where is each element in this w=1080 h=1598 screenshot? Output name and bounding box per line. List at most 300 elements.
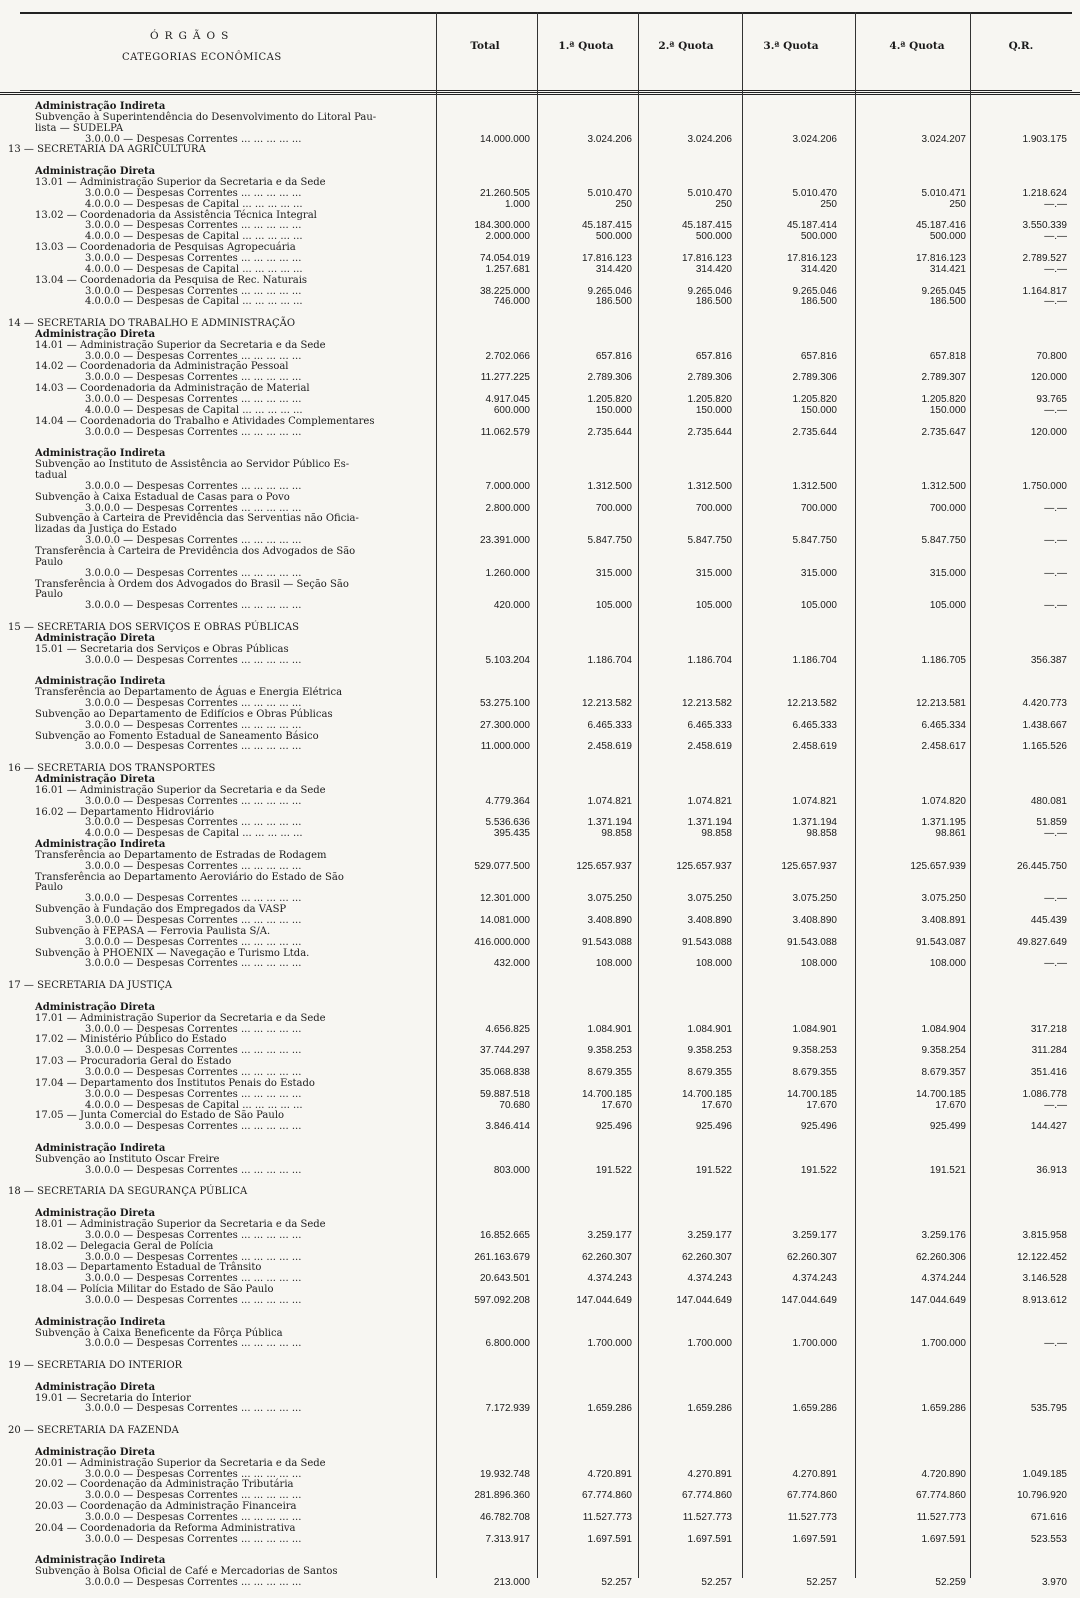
cell-total: 23.391.000 xyxy=(479,535,530,547)
cell-quota-4: 191.521 xyxy=(929,1164,966,1176)
cell-qr: —.— xyxy=(1044,1338,1067,1350)
cell-quota-1: 2.735.644 xyxy=(587,426,632,438)
cell-quota-2: 1.186.704 xyxy=(687,654,732,666)
cell-qr: 3.146.528 xyxy=(1022,1273,1067,1285)
cell-quota-3: 67.774.860 xyxy=(786,1490,837,1502)
column-divider xyxy=(638,12,639,1578)
cell-qr: 1.438.667 xyxy=(1022,719,1067,731)
cell-qr: 12.122.452 xyxy=(1016,1251,1067,1263)
row-label: 20.02 — Coordenação da Administração Tributária xyxy=(35,1479,294,1491)
row-category: 3.0.0.0 — Despesas Correntes ... ... ... ... ... xyxy=(85,1273,302,1285)
cell-qr: 10.796.920 xyxy=(1016,1490,1067,1502)
cell-quota-2: 17.816.123 xyxy=(681,252,732,264)
cell-total: 38.225.000 xyxy=(479,285,530,297)
header-qr: Q.R. xyxy=(1008,40,1034,52)
cell-quota-4: 2.458.617 xyxy=(921,741,966,753)
cell-quota-1: 250 xyxy=(615,198,632,210)
cell-quota-3: 3.024.206 xyxy=(792,133,837,145)
cell-quota-2: 657.816 xyxy=(695,350,732,362)
cell-quota-2: 1.700.000 xyxy=(687,1338,732,1350)
cell-total: 420.000 xyxy=(493,600,530,612)
row-label: Paulo xyxy=(35,882,63,894)
cell-qr: —.— xyxy=(1044,404,1067,416)
row-category: 3.0.0.0 — Despesas Correntes ... ... ... ... ... xyxy=(85,817,302,829)
cell-qr: 36.913 xyxy=(1036,1164,1067,1176)
row-label: Administração Direta xyxy=(35,1446,156,1458)
row-label: tadual xyxy=(35,470,67,482)
cell-quota-2: 1.084.901 xyxy=(687,1023,732,1035)
row-label: Subvenção à Fundação dos Empregados da VASP xyxy=(35,904,287,916)
cell-quota-2: 1.312.500 xyxy=(687,480,732,492)
cell-total: 1.260.000 xyxy=(485,567,530,579)
cell-quota-3: 105.000 xyxy=(800,600,837,612)
cell-quota-4: 45.187.416 xyxy=(915,220,966,232)
row-category: 4.0.0.0 — Despesas de Capital ... ... ... ... ... xyxy=(85,263,303,275)
cell-quota-1: 1.074.821 xyxy=(587,795,632,807)
row-label: lizadas da Justiça do Estado xyxy=(35,524,177,536)
cell-quota-4: 98.861 xyxy=(935,828,966,840)
row-label: Subvenção à Caixa Estadual de Casas para o Povo xyxy=(35,491,290,503)
cell-quota-2: 2.789.306 xyxy=(687,372,732,384)
cell-quota-3: 6.465.333 xyxy=(792,719,837,731)
row-label: Administração Indireta xyxy=(35,839,166,851)
cell-quota-4: 1.074.820 xyxy=(921,795,966,807)
cell-quota-3: 191.522 xyxy=(800,1164,837,1176)
column-divider xyxy=(436,12,437,1578)
row-label: Subvenção ao Departamento de Edifícios e Obras Públicas xyxy=(35,708,333,720)
cell-qr: —.— xyxy=(1044,198,1067,210)
cell-total: 53.275.100 xyxy=(479,697,530,709)
cell-quota-3: 1.205.820 xyxy=(792,394,837,406)
row-label: Subvenção ao Instituto de Assistência ao Servidor Público Es- xyxy=(35,459,350,471)
row-label: 14.01 — Administração Superior da Secretaria e da Sede xyxy=(35,339,326,351)
row-label: 18.02 — Delegacia Geral de Polícia xyxy=(35,1240,214,1252)
row-category: 3.0.0.0 — Despesas Correntes ... ... ... ... ... xyxy=(85,1577,302,1589)
row-section-title: 13 — SECRETARIA DA AGRICULTURA xyxy=(8,144,206,156)
row-category: 3.0.0.0 — Despesas Correntes ... ... ... ... ... xyxy=(85,567,302,579)
row-label: Transferência à Ordem dos Advogados do Brasil — Seção São xyxy=(35,578,349,590)
row-label: 18.04 — Polícia Militar do Estado de São Paulo xyxy=(35,1284,274,1296)
cell-quota-4: 1.205.820 xyxy=(921,394,966,406)
cell-quota-2: 6.465.333 xyxy=(687,719,732,731)
cell-quota-1: 2.458.619 xyxy=(587,741,632,753)
cell-quota-1: 1.186.704 xyxy=(587,654,632,666)
cell-qr: 1.218.624 xyxy=(1022,187,1067,199)
row-label: Subvenção à Carteira de Previdência das Serventias não Oficia- xyxy=(35,513,359,525)
cell-quota-3: 2.789.306 xyxy=(792,372,837,384)
cell-quota-3: 9.265.046 xyxy=(792,285,837,297)
cell-total: 4.779.364 xyxy=(485,795,530,807)
cell-total: 14.000.000 xyxy=(479,133,530,145)
cell-quota-2: 315.000 xyxy=(695,567,732,579)
cell-quota-2: 3.408.890 xyxy=(687,915,732,927)
cell-quota-4: 657.818 xyxy=(929,350,966,362)
cell-quota-1: 500.000 xyxy=(595,231,632,243)
row-category: 3.0.0.0 — Despesas Correntes ... ... ... ... ... xyxy=(85,741,302,753)
cell-quota-3: 500.000 xyxy=(800,231,837,243)
cell-quota-4: 17.816.123 xyxy=(915,252,966,264)
cell-quota-1: 150.000 xyxy=(595,404,632,416)
cell-quota-3: 8.679.355 xyxy=(792,1067,837,1078)
header-total: Total xyxy=(470,40,500,52)
cell-quota-3: 1.084.901 xyxy=(792,1023,837,1035)
cell-total: 416.000.000 xyxy=(474,936,530,948)
cell-quota-2: 9.265.046 xyxy=(687,285,732,297)
cell-total: 2.702.066 xyxy=(485,350,530,362)
cell-quota-4: 9.358.254 xyxy=(921,1045,966,1057)
cell-quota-2: 700.000 xyxy=(695,502,732,514)
row-category: 3.0.0.0 — Despesas Correntes ... ... ... ... ... xyxy=(85,1533,302,1545)
row-category: 3.0.0.0 — Despesas Correntes ... ... ... ... ... xyxy=(85,133,302,145)
row-label: Administração Indireta xyxy=(35,1316,166,1328)
cell-quota-3: 147.044.649 xyxy=(781,1294,837,1306)
cell-quota-4: 11.527.773 xyxy=(916,1512,966,1524)
row-category: 3.0.0.0 — Despesas Correntes ... ... ... ... ... xyxy=(85,502,302,514)
cell-quota-1: 1.205.820 xyxy=(587,394,632,406)
cell-quota-2: 98.858 xyxy=(701,828,732,840)
cell-quota-1: 125.657.937 xyxy=(576,860,632,872)
row-category: 4.0.0.0 — Despesas de Capital ... ... ... ... ... xyxy=(85,1099,303,1111)
cell-qr: 317.218 xyxy=(1030,1023,1067,1035)
cell-quota-3: 4.374.243 xyxy=(792,1273,837,1285)
cell-quota-4: 925.499 xyxy=(929,1121,966,1133)
cell-quota-4: 67.774.860 xyxy=(915,1490,966,1502)
cell-quota-2: 186.500 xyxy=(695,296,732,308)
cell-quota-2: 14.700.185 xyxy=(681,1088,732,1100)
cell-quota-4: 52.259 xyxy=(935,1577,966,1589)
cell-quota-3: 62.260.307 xyxy=(786,1251,837,1263)
cell-total: 7.000.000 xyxy=(485,480,530,492)
cell-quota-1: 11.527.773 xyxy=(582,1512,632,1524)
cell-quota-4: 315.000 xyxy=(929,567,966,579)
cell-quota-4: 3.075.250 xyxy=(921,893,966,905)
row-label: 17.04 — Departamento dos Institutos Penais do Estado xyxy=(35,1077,315,1089)
cell-quota-3: 315.000 xyxy=(800,567,837,579)
row-category: 3.0.0.0 — Despesas Correntes ... ... ... ... ... xyxy=(85,1023,302,1035)
cell-quota-4: 8.679.357 xyxy=(921,1067,966,1078)
row-category: 3.0.0.0 — Despesas Correntes ... ... ... ... ... xyxy=(85,654,302,666)
row-category: 4.0.0.0 — Despesas de Capital ... ... ... ... ... xyxy=(85,404,303,416)
cell-total: 213.000 xyxy=(493,1577,530,1589)
cell-quota-4: 91.543.087 xyxy=(915,936,966,948)
row-label: lista — SUDELPA xyxy=(35,122,124,134)
row-category: 3.0.0.0 — Despesas Correntes ... ... ... ... ... xyxy=(85,285,302,297)
cell-quota-4: 147.044.649 xyxy=(910,1294,966,1306)
cell-quota-4: 1.700.000 xyxy=(921,1338,966,1350)
row-category: 3.0.0.0 — Despesas Correntes ... ... ... ... ... xyxy=(85,220,302,232)
cell-qr: 120.000 xyxy=(1030,372,1067,384)
cell-total: 11.000.000 xyxy=(480,741,530,753)
cell-quota-1: 67.774.860 xyxy=(581,1490,632,1502)
row-label: Paulo xyxy=(35,589,63,601)
cell-quota-2: 925.496 xyxy=(695,1121,732,1133)
row-label: Administração Indireta xyxy=(35,1555,166,1567)
cell-quota-2: 1.074.821 xyxy=(687,795,732,807)
cell-quota-2: 91.543.088 xyxy=(681,936,732,948)
cell-quota-4: 14.700.185 xyxy=(915,1088,966,1100)
cell-quota-1: 1.312.500 xyxy=(587,480,632,492)
cell-quota-2: 45.187.415 xyxy=(681,220,732,232)
row-category: 3.0.0.0 — Despesas Correntes ... ... ... ... ... xyxy=(85,1121,302,1133)
cell-quota-1: 657.816 xyxy=(595,350,632,362)
row-label: 17.03 — Procuradoria Geral do Estado xyxy=(35,1056,232,1068)
cell-total: 37.744.297 xyxy=(479,1045,530,1057)
cell-quota-3: 91.543.088 xyxy=(786,936,837,948)
cell-quota-4: 4.374.244 xyxy=(921,1273,966,1285)
row-category: 3.0.0.0 — Despesas Correntes ... ... ... ... ... xyxy=(85,1164,302,1176)
cell-quota-1: 3.075.250 xyxy=(587,893,632,905)
row-category: 3.0.0.0 — Despesas Correntes ... ... ... ... ... xyxy=(85,372,302,384)
cell-total: 261.163.679 xyxy=(474,1251,530,1263)
cell-quota-1: 1.697.591 xyxy=(587,1533,632,1545)
cell-quota-1: 8.679.355 xyxy=(587,1067,632,1078)
cell-qr: 351.416 xyxy=(1030,1067,1067,1078)
row-label: Administração Direta xyxy=(35,773,156,785)
cell-total: 3.846.414 xyxy=(485,1121,530,1133)
cell-quota-1: 9.265.046 xyxy=(587,285,632,297)
column-divider xyxy=(970,12,971,1578)
cell-qr: 1.049.185 xyxy=(1022,1468,1067,1480)
row-category: 3.0.0.0 — Despesas Correntes ... ... ... ... ... xyxy=(85,1512,302,1524)
cell-quota-1: 1.700.000 xyxy=(587,1338,632,1350)
row-label: Paulo xyxy=(35,556,63,568)
cell-total: 2.000.000 xyxy=(485,231,530,243)
column-divider xyxy=(855,12,856,1578)
row-label: 16.01 — Administração Superior da Secretaria e da Sede xyxy=(35,784,326,796)
cell-quota-1: 62.260.307 xyxy=(581,1251,632,1263)
row-label: 18.03 — Departamento Estadual de Trânsito xyxy=(35,1262,262,1274)
cell-quota-2: 4.374.243 xyxy=(687,1273,732,1285)
cell-total: 70.680 xyxy=(499,1099,530,1111)
cell-quota-1: 105.000 xyxy=(595,600,632,612)
cell-qr: 1.750.000 xyxy=(1022,480,1067,492)
row-category: 3.0.0.0 — Despesas Correntes ... ... ... ... ... xyxy=(85,600,302,612)
cell-qr: —.— xyxy=(1044,296,1067,308)
cell-quota-1: 9.358.253 xyxy=(587,1045,632,1057)
row-label: 15.01 — Secretaria dos Serviços e Obras Públicas xyxy=(35,643,289,655)
cell-total: 74.054.019 xyxy=(479,252,530,264)
cell-quota-3: 125.657.937 xyxy=(781,860,837,872)
cell-quota-2: 314.420 xyxy=(695,263,732,275)
header-categorias: CATEGORIAS ECONÔMICAS xyxy=(122,52,282,63)
row-label: Administração Direta xyxy=(35,1381,156,1393)
row-label: Administração Direta xyxy=(35,166,156,178)
row-section-title: 18 — SECRETARIA DA SEGURANÇA PÚBLICA xyxy=(8,1186,248,1198)
cell-quota-4: 1.186.705 xyxy=(921,654,966,666)
cell-quota-1: 45.187.415 xyxy=(581,220,632,232)
cell-quota-4: 62.260.306 xyxy=(915,1251,966,1263)
cell-quota-4: 9.265.045 xyxy=(921,285,966,297)
cell-qr: —.— xyxy=(1044,1099,1067,1111)
row-category: 3.0.0.0 — Despesas Correntes ... ... ... ... ... xyxy=(85,1067,302,1078)
cell-quota-3: 17.670 xyxy=(806,1099,837,1111)
cell-quota-1: 3.024.206 xyxy=(587,133,632,145)
cell-quota-3: 186.500 xyxy=(800,296,837,308)
cell-quota-2: 150.000 xyxy=(695,404,732,416)
cell-qr: 1.086.778 xyxy=(1022,1088,1067,1100)
cell-qr: —.— xyxy=(1044,535,1067,547)
row-category: 3.0.0.0 — Despesas Correntes ... ... ... ... ... xyxy=(85,480,302,492)
cell-quota-4: 5.010.471 xyxy=(921,187,966,199)
row-section-title: 20 — SECRETARIA DA FAZENDA xyxy=(8,1425,179,1437)
cell-qr: 523.553 xyxy=(1030,1533,1067,1545)
cell-quota-4: 108.000 xyxy=(929,958,966,970)
cell-quota-2: 125.657.937 xyxy=(676,860,732,872)
cell-quota-4: 105.000 xyxy=(929,600,966,612)
cell-quota-2: 108.000 xyxy=(695,958,732,970)
cell-qr: 4.420.773 xyxy=(1022,697,1067,709)
row-category: 3.0.0.0 — Despesas Correntes ... ... ... ... ... xyxy=(85,187,302,199)
cell-quota-4: 150.000 xyxy=(929,404,966,416)
row-category: 3.0.0.0 — Despesas Correntes ... ... ... ... ... xyxy=(85,394,302,406)
cell-qr: 1.165.526 xyxy=(1022,741,1067,753)
cell-quota-3: 3.075.250 xyxy=(792,893,837,905)
row-category: 3.0.0.0 — Despesas Correntes ... ... ... ... ... xyxy=(85,860,302,872)
cell-quota-3: 925.496 xyxy=(800,1121,837,1133)
cell-quota-1: 98.858 xyxy=(601,828,632,840)
row-label: Administração Direta xyxy=(35,328,156,340)
cell-quota-2: 3.024.206 xyxy=(687,133,732,145)
row-category: 3.0.0.0 — Despesas Correntes ... ... ... ... ... xyxy=(85,1468,302,1480)
row-label: Administração Indireta xyxy=(35,101,166,112)
cell-quota-2: 17.670 xyxy=(701,1099,732,1111)
cell-quota-4: 125.657.939 xyxy=(910,860,966,872)
cell-quota-2: 191.522 xyxy=(695,1164,732,1176)
cell-quota-4: 1.697.591 xyxy=(921,1533,966,1545)
cell-quota-2: 8.679.355 xyxy=(687,1067,732,1078)
cell-total: 432.000 xyxy=(493,958,530,970)
cell-qr: —.— xyxy=(1044,231,1067,243)
cell-quota-1: 6.465.333 xyxy=(587,719,632,731)
cell-qr: —.— xyxy=(1044,958,1067,970)
cell-quota-1: 2.789.306 xyxy=(587,372,632,384)
row-section-title: 17 — SECRETARIA DA JUSTIÇA xyxy=(8,980,173,992)
row-label: 16.02 — Departamento Hidroviário xyxy=(35,806,215,818)
header-quota-3: 3.ª Quota xyxy=(763,40,819,52)
cell-quota-2: 500.000 xyxy=(695,231,732,243)
row-category: 3.0.0.0 — Despesas Correntes ... ... ... ... ... xyxy=(85,350,302,362)
cell-quota-1: 17.816.123 xyxy=(581,252,632,264)
cell-quota-3: 1.659.286 xyxy=(792,1403,837,1415)
row-label: 13.03 — Coordenadoria de Pesquisas Agropecuária xyxy=(35,242,296,254)
cell-total: 1.257.681 xyxy=(485,263,530,275)
row-section-title: 16 — SECRETARIA DOS TRANSPORTES xyxy=(8,763,216,775)
cell-quota-4: 12.213.581 xyxy=(915,697,966,709)
cell-quota-3: 98.858 xyxy=(806,828,837,840)
cell-total: 21.260.505 xyxy=(479,187,530,199)
row-label: 17.02 — Ministério Público do Estado xyxy=(35,1034,227,1046)
cell-total: 4.656.825 xyxy=(485,1023,530,1035)
row-label: Subvenção à FEPASA — Ferrovia Paulista S/A. xyxy=(35,925,271,937)
row-category: 3.0.0.0 — Despesas Correntes ... ... ... ... ... xyxy=(85,1294,302,1306)
cell-quota-2: 52.257 xyxy=(701,1577,732,1589)
cell-quota-3: 657.816 xyxy=(800,350,837,362)
cell-total: 5.103.204 xyxy=(485,654,530,666)
cell-total: 529.077.500 xyxy=(474,860,530,872)
row-label: Administração Indireta xyxy=(35,448,166,460)
cell-quota-4: 2.789.307 xyxy=(921,372,966,384)
cell-quota-2: 2.458.619 xyxy=(687,741,732,753)
row-label: Transferência ao Departamento de Águas e Energia Elétrica xyxy=(35,687,343,699)
row-label: 19.01 — Secretaria do Interior xyxy=(35,1392,191,1404)
row-label: Transferência ao Departamento de Estradas de Rodagem xyxy=(35,849,327,861)
cell-quota-1: 314.420 xyxy=(595,263,632,275)
cell-total: 6.800.000 xyxy=(485,1338,530,1350)
row-category: 3.0.0.0 — Despesas Correntes ... ... ... ... ... xyxy=(85,535,302,547)
cell-total: 7.172.939 xyxy=(485,1403,530,1415)
cell-quota-3: 4.270.891 xyxy=(792,1468,837,1480)
cell-quota-2: 9.358.253 xyxy=(687,1045,732,1057)
cell-quota-4: 2.735.647 xyxy=(921,426,966,438)
cell-total: 2.800.000 xyxy=(485,502,530,514)
cell-quota-3: 5.847.750 xyxy=(792,535,837,547)
cell-total: 59.887.518 xyxy=(479,1088,530,1100)
header-orgaos: ÓRGÃOS xyxy=(150,30,235,42)
cell-total: 16.852.665 xyxy=(479,1229,530,1241)
cell-total: 35.068.838 xyxy=(479,1067,530,1078)
row-label: 13.04 — Coordenadoria da Pesquisa de Rec. Naturais xyxy=(35,274,308,286)
cell-qr: 93.765 xyxy=(1036,394,1067,406)
row-category: 3.0.0.0 — Despesas Correntes ... ... ... ... ... xyxy=(85,1251,302,1263)
row-section-title: 15 — SECRETARIA DOS SERVIÇOS E OBRAS PÚBLICAS xyxy=(8,621,300,633)
cell-quota-2: 67.774.860 xyxy=(681,1490,732,1502)
row-label: Subvenção à Bolsa Oficial de Café e Mercadorias de Santos xyxy=(35,1566,338,1578)
cell-qr: 445.439 xyxy=(1030,915,1067,927)
cell-quota-4: 250 xyxy=(949,198,966,210)
cell-quota-3: 3.259.177 xyxy=(792,1229,837,1241)
cell-qr: —.— xyxy=(1044,828,1067,840)
cell-total: 11.062.579 xyxy=(480,426,530,438)
cell-quota-1: 700.000 xyxy=(595,502,632,514)
cell-qr: 8.913.612 xyxy=(1022,1294,1067,1306)
cell-quota-3: 1.312.500 xyxy=(792,480,837,492)
row-label: 14.04 — Coordenadoria do Trabalho e Atividades Complementares xyxy=(35,415,375,427)
cell-qr: —.— xyxy=(1044,502,1067,514)
cell-quota-3: 150.000 xyxy=(800,404,837,416)
cell-quota-1: 3.408.890 xyxy=(587,915,632,927)
cell-total: 184.300.000 xyxy=(474,220,530,232)
cell-quota-1: 14.700.185 xyxy=(581,1088,632,1100)
cell-qr: 1.903.175 xyxy=(1022,133,1067,145)
cell-qr: 3.550.339 xyxy=(1022,220,1067,232)
cell-quota-2: 12.213.582 xyxy=(681,697,732,709)
cell-quota-4: 1.312.500 xyxy=(921,480,966,492)
row-category: 3.0.0.0 — Despesas Correntes ... ... ... ... ... xyxy=(85,1088,302,1100)
row-category: 4.0.0.0 — Despesas de Capital ... ... ... ... ... xyxy=(85,231,303,243)
row-category: 3.0.0.0 — Despesas Correntes ... ... ... ... ... xyxy=(85,936,302,948)
header-double-rule xyxy=(0,92,1080,95)
cell-total: 20.643.501 xyxy=(479,1273,530,1285)
cell-quota-1: 108.000 xyxy=(595,958,632,970)
cell-qr: 144.427 xyxy=(1030,1121,1067,1133)
cell-qr: 311.284 xyxy=(1031,1045,1067,1057)
row-category: 3.0.0.0 — Despesas Correntes ... ... ... ... ... xyxy=(85,1045,302,1057)
cell-total: 27.300.000 xyxy=(479,719,530,731)
cell-quota-3: 11.527.773 xyxy=(787,1512,837,1524)
cell-quota-4: 500.000 xyxy=(929,231,966,243)
cell-quota-2: 147.044.649 xyxy=(676,1294,732,1306)
row-label: Administração Direta xyxy=(35,1208,156,1220)
cell-quota-1: 925.496 xyxy=(595,1121,632,1133)
cell-quota-1: 5.847.750 xyxy=(587,535,632,547)
row-category: 3.0.0.0 — Despesas Correntes ... ... ... ... ... xyxy=(85,426,302,438)
cell-quota-2: 4.270.891 xyxy=(687,1468,732,1480)
row-category: 3.0.0.0 — Despesas Correntes ... ... ... ... ... xyxy=(85,795,302,807)
cell-total: 4.917.045 xyxy=(485,394,530,406)
row-category: 3.0.0.0 — Despesas Correntes ... ... ... ... ... xyxy=(85,1403,302,1415)
cell-quota-3: 1.697.591 xyxy=(792,1533,837,1545)
cell-quota-3: 14.700.185 xyxy=(786,1088,837,1100)
